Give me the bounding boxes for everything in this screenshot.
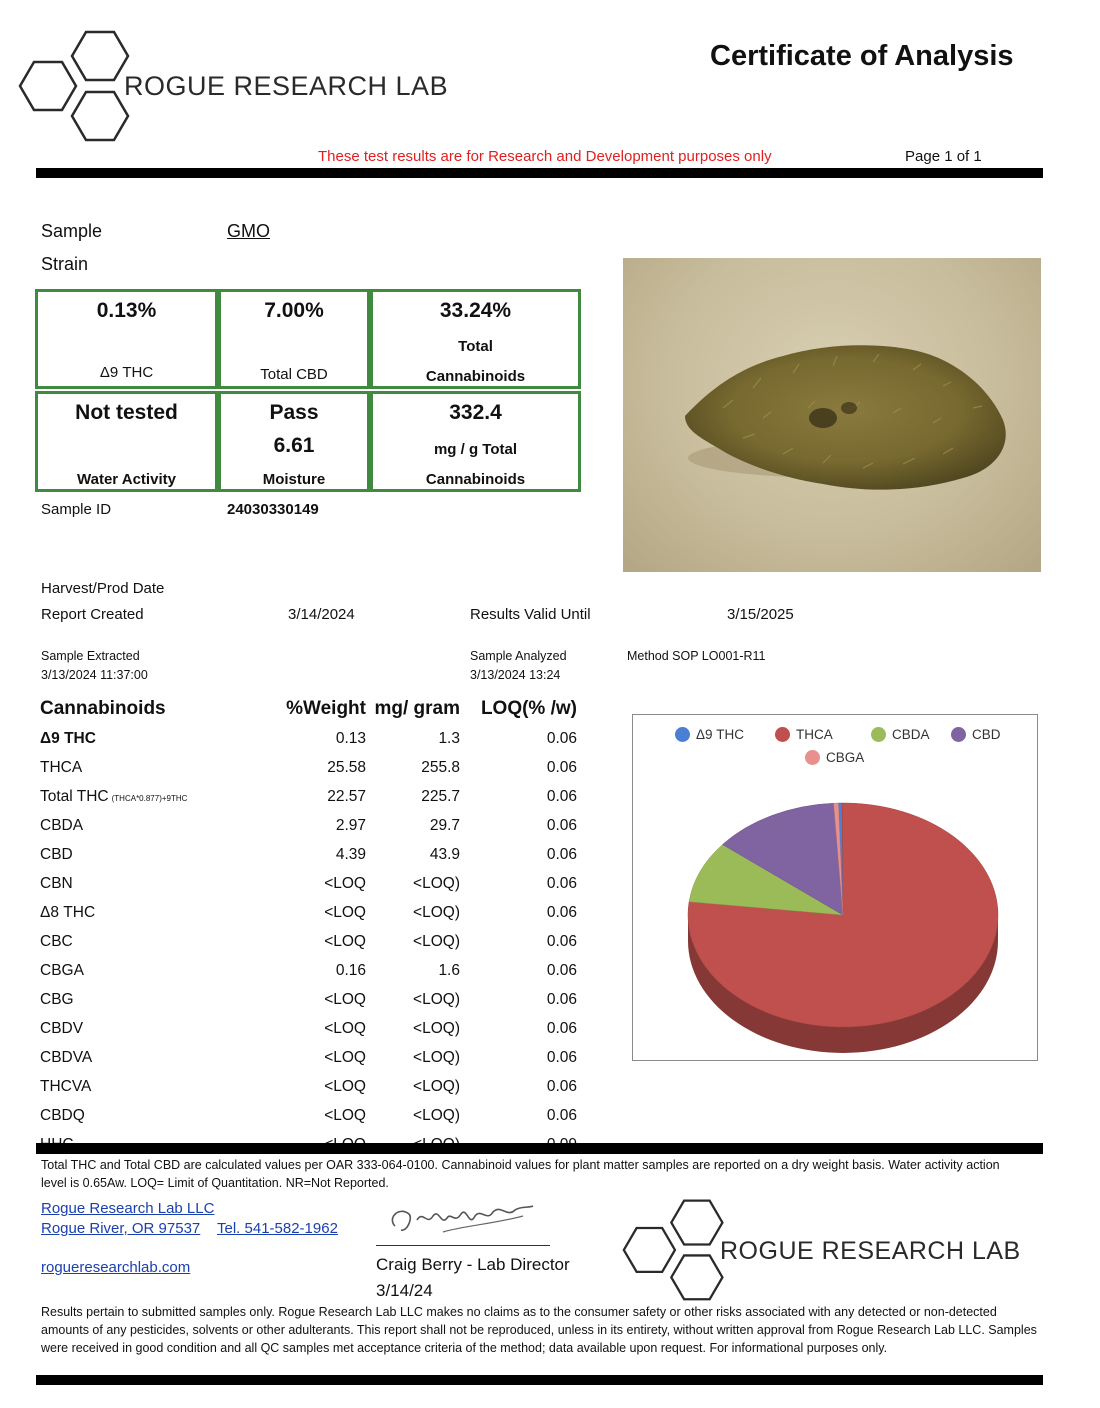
water-activity-label: Water Activity <box>77 471 176 488</box>
legend-label: CBDA <box>892 727 930 742</box>
total-cannabinoids-label-2: Cannabinoids <box>425 368 526 385</box>
water-activity-box <box>35 391 218 492</box>
phone-link[interactable]: Tel. 541-582-1962 <box>217 1220 338 1237</box>
total-cannabinoids-label-1: Total <box>458 338 493 355</box>
mg-value-text: <LOQ) <box>413 990 460 1008</box>
loq-value-text: 0.06 <box>546 787 577 805</box>
mg-value <box>366 898 460 927</box>
cannabinoid-name <box>40 724 255 753</box>
loq-value <box>460 1014 577 1043</box>
cannabinoid-name <box>40 1072 255 1101</box>
mg-total-label-2: Cannabinoids <box>425 471 526 488</box>
loq-value <box>460 753 577 782</box>
mg-value <box>366 782 460 811</box>
page-number: Page 1 of 1 <box>905 148 982 165</box>
total-cannabinoids-box <box>370 289 581 389</box>
weight-value-text: 4.39 <box>335 845 366 863</box>
loq-value <box>460 1043 577 1072</box>
mg-value-text: 1.3 <box>438 729 460 747</box>
cannabinoid-name <box>40 869 255 898</box>
moisture-status: Pass <box>269 401 319 424</box>
cannabinoid-name-text: THCA <box>40 758 83 776</box>
loq-value-text: 0.06 <box>546 1019 577 1037</box>
loq-value-text: 0.06 <box>546 932 577 950</box>
cannabinoid-name-text: CBG <box>40 990 74 1008</box>
loq-value-text: 0.06 <box>546 758 577 776</box>
col-header-weight: %Weight <box>286 698 366 719</box>
weight-value <box>255 956 366 985</box>
logo-hexagons-icon <box>18 28 133 143</box>
weight-value <box>255 840 366 869</box>
weight-value-text: <LOQ <box>324 1048 366 1066</box>
moisture-label: Moisture <box>262 471 326 488</box>
cannabinoid-name <box>40 898 255 927</box>
cannabinoid-name <box>40 840 255 869</box>
loq-value-text: 0.06 <box>546 990 577 1008</box>
loq-value <box>460 811 577 840</box>
moisture-box <box>218 391 370 492</box>
weight-value <box>255 811 366 840</box>
sample-extracted-label: Sample Extracted <box>41 649 140 663</box>
cannabinoid-name <box>40 811 255 840</box>
cannabinoid-name-text: CBDQ <box>40 1106 85 1124</box>
sample-analyzed-label: Sample Analyzed <box>470 649 567 663</box>
cannabis-bud-icon <box>623 258 1041 572</box>
cannabinoid-name <box>40 1014 255 1043</box>
loq-value <box>460 840 577 869</box>
website-link[interactable]: rogueresearchlab.com <box>41 1259 191 1276</box>
legal-disclaimer: Results pertain to submitted samples only. Rogue Research Lab LLC makes no claims as to the consumer safety or other risks associated with any detected or non-detected amounts of any pesticides, solvents or other adulterants. This report shall not be reproduced, unless in its entirety, without written approval from Rogue Research Lab LLC. Samples were received in good condition and all QC samples met acceptance criteria of the method; data available upon request. For informational purposes only. <box>41 1305 1037 1355</box>
table-row <box>40 898 577 927</box>
mg-total-label-1: mg / g Total <box>433 441 518 458</box>
total-cannabinoids-value: 33.24% <box>439 299 512 322</box>
cannabinoid-name <box>40 782 255 811</box>
d9-thc-label: Δ9 THC <box>99 364 154 381</box>
logo-hexagons-footer-icon <box>622 1197 727 1302</box>
cannabinoid-pie-chart <box>632 714 1038 1061</box>
mg-value <box>366 1072 460 1101</box>
mg-value-text: <LOQ) <box>413 1019 460 1037</box>
cannabinoid-name <box>40 1101 255 1130</box>
loq-value <box>460 1101 577 1130</box>
cannabinoid-name-text: CBDV <box>40 1019 84 1037</box>
legend-label: CBGA <box>826 750 865 765</box>
weight-value-text: 22.57 <box>327 787 366 805</box>
loq-value-text: 0.06 <box>546 1077 577 1095</box>
sample-analyzed-value: 3/13/2024 13:24 <box>470 668 561 682</box>
sample-id-value: 24030330149 <box>227 501 319 518</box>
water-activity-value: Not tested <box>75 401 178 424</box>
table-row <box>40 724 577 753</box>
loq-value <box>460 869 577 898</box>
table-bottom-rule <box>36 1143 1043 1154</box>
loq-value <box>460 956 577 985</box>
table-row <box>40 1101 577 1130</box>
sign-date: 3/14/24 <box>376 1281 433 1300</box>
cannabinoid-name-text: CBD <box>40 845 73 863</box>
director-signature-icon <box>383 1196 543 1244</box>
total-cbd-value: 7.00% <box>264 299 324 322</box>
weight-value <box>255 898 366 927</box>
weight-value-text: <LOQ <box>324 1019 366 1037</box>
loq-value-text: 0.06 <box>546 729 577 747</box>
weight-value-text: <LOQ <box>324 932 366 950</box>
table-row <box>40 782 577 811</box>
mg-total-box <box>370 391 581 492</box>
table-row <box>40 956 577 985</box>
cannabinoid-name-text: Total THC <box>40 787 109 805</box>
cannabinoid-name-text: CBDA <box>40 816 84 834</box>
mg-value-text: 1.6 <box>438 961 460 979</box>
loq-value <box>460 898 577 927</box>
mg-value-text: <LOQ) <box>413 1077 460 1095</box>
mg-value-text: <LOQ) <box>413 903 460 921</box>
mg-value <box>366 1014 460 1043</box>
col-header-cannabinoids: Cannabinoids <box>40 698 166 719</box>
weight-value-text: 2.97 <box>335 816 366 834</box>
weight-value-text: 0.13 <box>335 729 366 747</box>
col-header-mg: mg/ gram <box>374 698 460 719</box>
research-disclaimer: These test results are for Research and Development purposes only <box>318 148 772 165</box>
weight-value-text: 0.16 <box>335 961 366 979</box>
cannabinoid-name-text: CBGA <box>40 961 84 979</box>
results-valid-value: 3/15/2025 <box>727 606 794 623</box>
report-created-value: 3/14/2024 <box>288 606 355 623</box>
loq-value-text: 0.06 <box>546 1048 577 1066</box>
loq-value <box>460 724 577 753</box>
moisture-value: 6.61 <box>273 434 315 457</box>
mg-value-text: <LOQ) <box>413 1106 460 1124</box>
loq-value <box>460 927 577 956</box>
table-row <box>40 1043 577 1072</box>
table-row <box>40 840 577 869</box>
cannabinoid-name <box>40 927 255 956</box>
legend-label: Δ9 THC <box>696 727 745 742</box>
mg-value <box>366 840 460 869</box>
mg-value <box>366 724 460 753</box>
director-name: Craig Berry - Lab Director <box>376 1255 570 1274</box>
sample-extracted-value: 3/13/2024 11:37:00 <box>41 668 148 682</box>
loq-value <box>460 782 577 811</box>
document-title: Certificate of Analysis <box>710 40 1014 72</box>
loq-value-text: 0.06 <box>546 845 577 863</box>
weight-value <box>255 1014 366 1043</box>
sample-value: GMO <box>227 221 270 241</box>
address-link[interactable]: Rogue River, OR 97537 <box>41 1220 201 1237</box>
weight-value <box>255 1072 366 1101</box>
weight-value <box>255 1101 366 1130</box>
mg-value-text: 43.9 <box>429 845 460 863</box>
weight-value <box>255 753 366 782</box>
mg-value-text: 225.7 <box>421 787 460 805</box>
table-row <box>40 985 577 1014</box>
report-created-label: Report Created <box>41 606 144 623</box>
sample-id-label: Sample ID <box>41 501 112 518</box>
calculation-note: Total THC and Total CBD are calculated values per OAR 333-064-0100. Cannabinoid values for plant matter samples are reported on a dry weight basis. Water activity action level is 0.65Aw. LOQ= Limit of Quantitation. NR=Not Reported. <box>41 1158 1000 1190</box>
mg-value-text: <LOQ) <box>413 932 460 950</box>
weight-value-text: <LOQ <box>324 1077 366 1095</box>
loq-value-text: 0.06 <box>546 961 577 979</box>
mg-value <box>366 811 460 840</box>
lab-name-header: ROGUE RESEARCH LAB <box>124 71 449 101</box>
cannabinoid-name-text: CBDVA <box>40 1048 93 1066</box>
header-rule <box>36 168 1043 178</box>
harvest-date-label: Harvest/Prod Date <box>41 580 165 597</box>
signature-line <box>376 1245 550 1246</box>
weight-value <box>255 985 366 1014</box>
cannabinoid-name-text: THCVA <box>40 1077 92 1095</box>
cannabinoid-table <box>40 694 577 1159</box>
cannabinoid-name <box>40 956 255 985</box>
mg-total-value: 332.4 <box>449 401 502 424</box>
total-cbd-label: Total CBD <box>260 366 328 383</box>
weight-value <box>255 782 366 811</box>
cannabinoid-name <box>40 1043 255 1072</box>
table-row <box>40 869 577 898</box>
mg-value-text: <LOQ) <box>413 874 460 892</box>
mg-value <box>366 1101 460 1130</box>
table-row <box>40 811 577 840</box>
company-link[interactable]: Rogue Research Lab LLC <box>41 1200 215 1217</box>
weight-value-text: <LOQ <box>324 1106 366 1124</box>
pie-chart-svg <box>633 715 1037 1060</box>
weight-value-text: 25.58 <box>327 758 366 776</box>
table-header-row <box>40 694 577 724</box>
weight-value-text: <LOQ <box>324 874 366 892</box>
mg-value <box>366 927 460 956</box>
weight-value <box>255 927 366 956</box>
loq-value-text: 0.06 <box>546 816 577 834</box>
mg-value-text: <LOQ) <box>413 1048 460 1066</box>
weight-value <box>255 1043 366 1072</box>
weight-value-text: <LOQ <box>324 990 366 1008</box>
legend-label: CBD <box>972 727 1001 742</box>
loq-value <box>460 985 577 1014</box>
weight-value <box>255 869 366 898</box>
sample-photo <box>623 258 1041 572</box>
cannabinoid-name <box>40 985 255 1014</box>
loq-value <box>460 1072 577 1101</box>
mg-value-text: 29.7 <box>429 816 460 834</box>
loq-value-text: 0.06 <box>546 1106 577 1124</box>
cannabinoid-name <box>40 753 255 782</box>
loq-value-text: 0.06 <box>546 903 577 921</box>
lab-name-footer: ROGUE RESEARCH LAB <box>720 1237 1021 1265</box>
mg-value <box>366 1043 460 1072</box>
legend-label: THCA <box>796 727 833 742</box>
table-row <box>40 927 577 956</box>
weight-value <box>255 724 366 753</box>
mg-value <box>366 753 460 782</box>
mg-value <box>366 985 460 1014</box>
col-header-loq: LOQ(% /w) <box>480 698 577 719</box>
cannabinoid-name-text: CBC <box>40 932 73 950</box>
table-row <box>40 753 577 782</box>
table-row <box>40 1072 577 1101</box>
cannabinoid-name-text: CBN <box>40 874 73 892</box>
mg-value-text: 255.8 <box>421 758 460 776</box>
d9-thc-box <box>35 289 218 389</box>
cannabinoid-name-text: Δ9 THC <box>40 729 96 747</box>
footer-rule <box>36 1375 1043 1385</box>
mg-value <box>366 869 460 898</box>
loq-value-text: 0.06 <box>546 874 577 892</box>
cannabinoid-name-text: Δ8 THC <box>40 903 96 921</box>
weight-value-text: <LOQ <box>324 903 366 921</box>
method-sop: Method SOP LO001-R11 <box>627 649 766 663</box>
table-row <box>40 1014 577 1043</box>
mg-value <box>366 956 460 985</box>
total-thc-formula: (THCA*0.877)+9THC <box>111 793 188 803</box>
total-cbd-box <box>218 289 370 389</box>
results-valid-label: Results Valid Until <box>470 606 591 623</box>
sample-label: Sample <box>41 221 103 241</box>
d9-thc-value: 0.13% <box>96 299 157 322</box>
strain-label: Strain <box>41 254 89 274</box>
